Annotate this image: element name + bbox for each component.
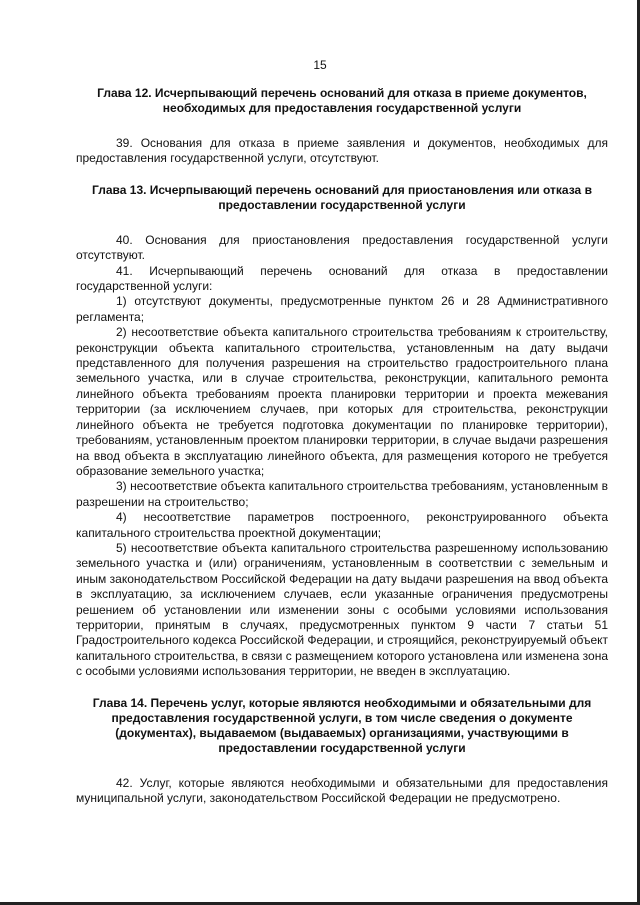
chapter-13-title: Глава 13. Исчерпывающий перечень оснований для приостановления или отказа в предоставлении государственной услуги xyxy=(92,182,592,212)
chapter-14 xyxy=(76,696,608,807)
chapter-13 xyxy=(76,183,608,680)
chapter-12 xyxy=(76,86,608,167)
chapter-14-title: Глава 14. Перечень услуг, которые являются необходимыми и обязательными для предоставления государственной услуги, в том числе сведения о документе (документах), выдаваемом (выдаваемых) организациями, участвующими в предоставлении государственной услуги xyxy=(92,695,592,755)
list-item-4: 4) несоответствие параметров построенного, реконструированного объекта капитального строительства проектной документации; xyxy=(76,510,608,540)
list-item-3: 3) несоответствие объекта капитального строительства требованиям, установленным в разрешении на строительство; xyxy=(76,479,608,509)
page-number: 15 xyxy=(313,58,327,72)
list-item-1: 1) отсутствуют документы, предусмотренные пунктом 26 и 28 Административного регламента; xyxy=(76,294,608,324)
paragraph-41: 41. Исчерпывающий перечень оснований для отказа в предоставлении государственной услуги: xyxy=(76,263,608,294)
document-body xyxy=(76,86,608,806)
chapter-12-title: Глава 12. Исчерпывающий перечень оснований для отказа в приеме документов, необходимых для предоставления государственной услуги xyxy=(97,86,587,115)
list-item-5: 5) несоответствие объекта капитального строительства разрешенному использованию земельного участка и (или) ограничениям, установленным в соответствии с земельным и иным законодательством Российской Федерации на дату выдачи разрешения на ввод объекта в эксплуатацию, за исключением случаев, если указанные ограничения предусмотрены решением об установлении или изменении зоны с особыми условиями использования территории, принятым в случаях, предусмотренных пунктом 9 части 7 статьи 51 Градостроительного кодекса Российской Федерации, и строящийся, реконструируемый объект капитального строительства, в связи с размещением которого установлена или изменена зона с особыми условиями использования территории, не введен в эксплуатацию. xyxy=(76,540,608,679)
paragraph-39: 39. Основания для отказа в приеме заявления и документов, необходимых для предоставления государственной услуги, отсутствуют. xyxy=(76,136,608,166)
paragraph-42: 42. Услуг, которые являются необходимыми и обязательными для предоставления муниципальной услуги, законодательством Российской Федерации не предусмотрено. xyxy=(76,775,608,805)
list-item-2: 2) несоответствие объекта капитального строительства требованиям к строительству, реконструкции объекта капитального строительства, установленным на дату выдачи представленного для получения разрешения на строительство градостроительного плана земельного участка, или в случае строительства, реконструкции, капитального ремонта линейного объекта требованиям проекта планировки территории и проекта межевания территории (за исключением случаев, при которых для строительства, реконструкции линейного объекта не требуется подготовка документации по планировке территории), требованиям, установленным проектом планировки территории, в случае выдачи разрешения на ввод объекта в эксплуатацию линейного объекта, для размещения которого не требуется образование земельного участка; xyxy=(76,325,608,478)
paragraph-40: 40. Основания для приостановления предоставления государственной услуги отсутствуют. xyxy=(76,232,608,263)
